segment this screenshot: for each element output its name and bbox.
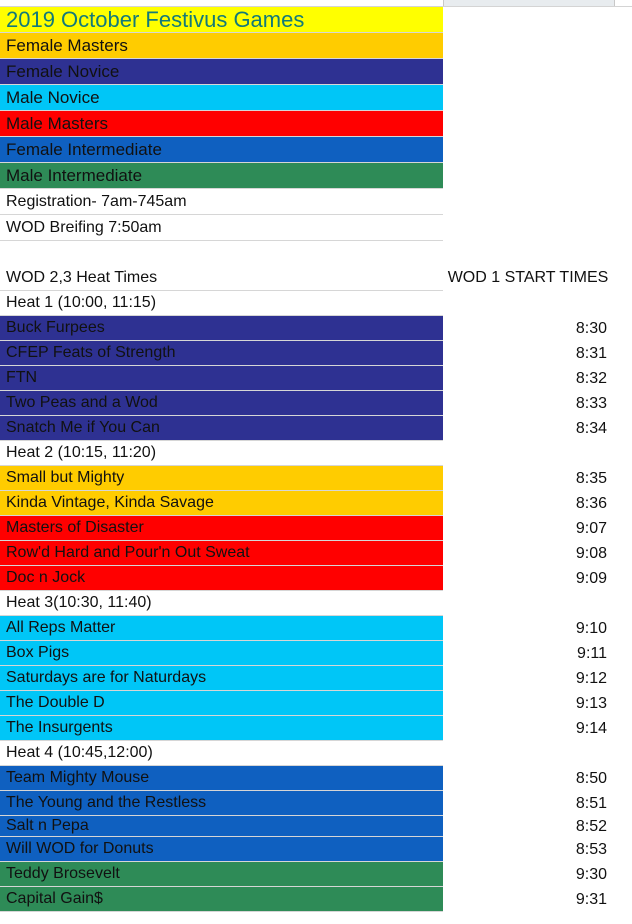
team-name[interactable]: Will WOD for Donuts — [0, 837, 443, 862]
heat-label[interactable]: Heat 1 (10:00, 11:15) — [0, 291, 443, 316]
heat-label[interactable]: Heat 2 (10:15, 11:20) — [0, 441, 443, 466]
heat-row — [0, 591, 632, 616]
table-row — [0, 791, 632, 816]
team-name[interactable]: Small but Mighty — [0, 466, 443, 491]
table-row — [0, 887, 632, 912]
category-row — [0, 163, 632, 189]
category-male-novice[interactable]: Male Novice — [0, 85, 443, 111]
wod1-start-time[interactable]: 9:30 — [575, 865, 607, 883]
team-name[interactable]: The Double D — [0, 691, 443, 716]
team-name[interactable]: Box Pigs — [0, 641, 443, 666]
heat-times-header[interactable]: WOD 2,3 Heat Times — [0, 265, 443, 291]
wod1-start-time[interactable]: 8:50 — [575, 769, 607, 787]
category-male-intermediate[interactable]: Male Intermediate — [0, 163, 443, 189]
table-row — [0, 541, 632, 566]
category-row — [0, 33, 632, 59]
heat-row — [0, 741, 632, 766]
table-row — [0, 316, 632, 341]
heat-row — [0, 441, 632, 466]
team-name[interactable]: Snatch Me if You Can — [0, 416, 443, 441]
table-row — [0, 466, 632, 491]
wod1-start-time[interactable]: 9:08 — [575, 544, 607, 562]
table-row — [0, 641, 632, 666]
wod1-start-time[interactable]: 8:51 — [575, 794, 607, 812]
team-name[interactable]: All Reps Matter — [0, 616, 443, 641]
team-name[interactable]: FTN — [0, 366, 443, 391]
column-header-row — [0, 265, 632, 291]
table-row — [0, 716, 632, 741]
wod1-start-time[interactable]: 9:14 — [575, 719, 607, 737]
wod1-start-time[interactable]: 9:11 — [577, 644, 607, 662]
team-name[interactable]: Two Peas and a Wod — [0, 391, 443, 416]
page-title[interactable]: 2019 October Festivus Games — [0, 7, 443, 33]
table-row — [0, 766, 632, 791]
table-row — [0, 391, 632, 416]
empty-cell[interactable] — [0, 241, 443, 265]
briefing-text[interactable]: WOD Breifing 7:50am — [0, 215, 443, 241]
spreadsheet-grid — [0, 7, 632, 912]
registration-text[interactable]: Registration- 7am-745am — [0, 189, 443, 215]
table-row — [0, 862, 632, 887]
table-row — [0, 616, 632, 641]
title-row — [0, 7, 632, 33]
table-row — [0, 416, 632, 441]
category-row — [0, 59, 632, 85]
heat-label[interactable]: Heat 4 (10:45,12:00) — [0, 741, 443, 766]
wod1-start-time[interactable]: 8:33 — [575, 394, 607, 412]
team-name[interactable]: Salt n Pepa — [0, 816, 443, 837]
column-header-selected[interactable] — [443, 0, 615, 6]
heat-label[interactable]: Heat 3(10:30, 11:40) — [0, 591, 443, 616]
wod1-start-time[interactable]: 8:52 — [575, 817, 607, 835]
wod1-start-time[interactable]: 8:35 — [575, 469, 607, 487]
table-row — [0, 366, 632, 391]
table-row — [0, 666, 632, 691]
wod1-start-time[interactable]: 9:12 — [575, 669, 607, 687]
team-name[interactable]: The Insurgents — [0, 716, 443, 741]
empty-row — [0, 241, 632, 265]
category-male-masters[interactable]: Male Masters — [0, 111, 443, 137]
category-female-masters[interactable]: Female Masters — [0, 33, 443, 59]
table-row — [0, 837, 632, 862]
team-name[interactable]: Teddy Brosevelt — [0, 862, 443, 887]
wod1-start-time[interactable]: 9:31 — [575, 890, 607, 908]
team-name[interactable]: Kinda Vintage, Kinda Savage — [0, 491, 443, 516]
table-row — [0, 341, 632, 366]
team-name[interactable]: Masters of Disaster — [0, 516, 443, 541]
wod1-start-time[interactable]: 8:32 — [575, 369, 607, 387]
info-row — [0, 215, 632, 241]
category-row — [0, 111, 632, 137]
table-row — [0, 816, 632, 837]
wod1-start-time[interactable]: 8:31 — [575, 344, 607, 362]
category-female-novice[interactable]: Female Novice — [0, 59, 443, 85]
table-row — [0, 566, 632, 591]
team-name[interactable]: CFEP Feats of Strength — [0, 341, 443, 366]
team-name[interactable]: Team Mighty Mouse — [0, 766, 443, 791]
wod1-start-time[interactable]: 8:36 — [575, 494, 607, 512]
wod1-start-time[interactable]: 9:07 — [575, 519, 607, 537]
table-row — [0, 691, 632, 716]
team-name[interactable]: Saturdays are for Naturdays — [0, 666, 443, 691]
wod1-start-time[interactable]: 9:10 — [575, 619, 607, 637]
category-row — [0, 137, 632, 163]
wod1-start-time[interactable]: 9:09 — [575, 569, 607, 587]
team-name[interactable]: Buck Furpees — [0, 316, 443, 341]
wod1-start-time[interactable]: 9:13 — [575, 694, 607, 712]
info-row — [0, 189, 632, 215]
team-name[interactable]: Capital Gain$ — [0, 887, 443, 912]
heat-row — [0, 291, 632, 316]
wod1-start-time[interactable]: 8:34 — [575, 419, 607, 437]
wod1-start-times-header[interactable]: WOD 1 START TIMES — [447, 269, 609, 286]
team-name[interactable]: The Young and the Restless — [0, 791, 443, 816]
team-name[interactable]: Row'd Hard and Pour'n Out Sweat — [0, 541, 443, 566]
category-female-intermediate[interactable]: Female Intermediate — [0, 137, 443, 163]
table-row — [0, 516, 632, 541]
team-name[interactable]: Doc n Jock — [0, 566, 443, 591]
category-row — [0, 85, 632, 111]
wod1-start-time[interactable]: 8:30 — [575, 319, 607, 337]
table-row — [0, 491, 632, 516]
column-header-strip — [0, 0, 632, 7]
wod1-start-time[interactable]: 8:53 — [575, 840, 607, 858]
